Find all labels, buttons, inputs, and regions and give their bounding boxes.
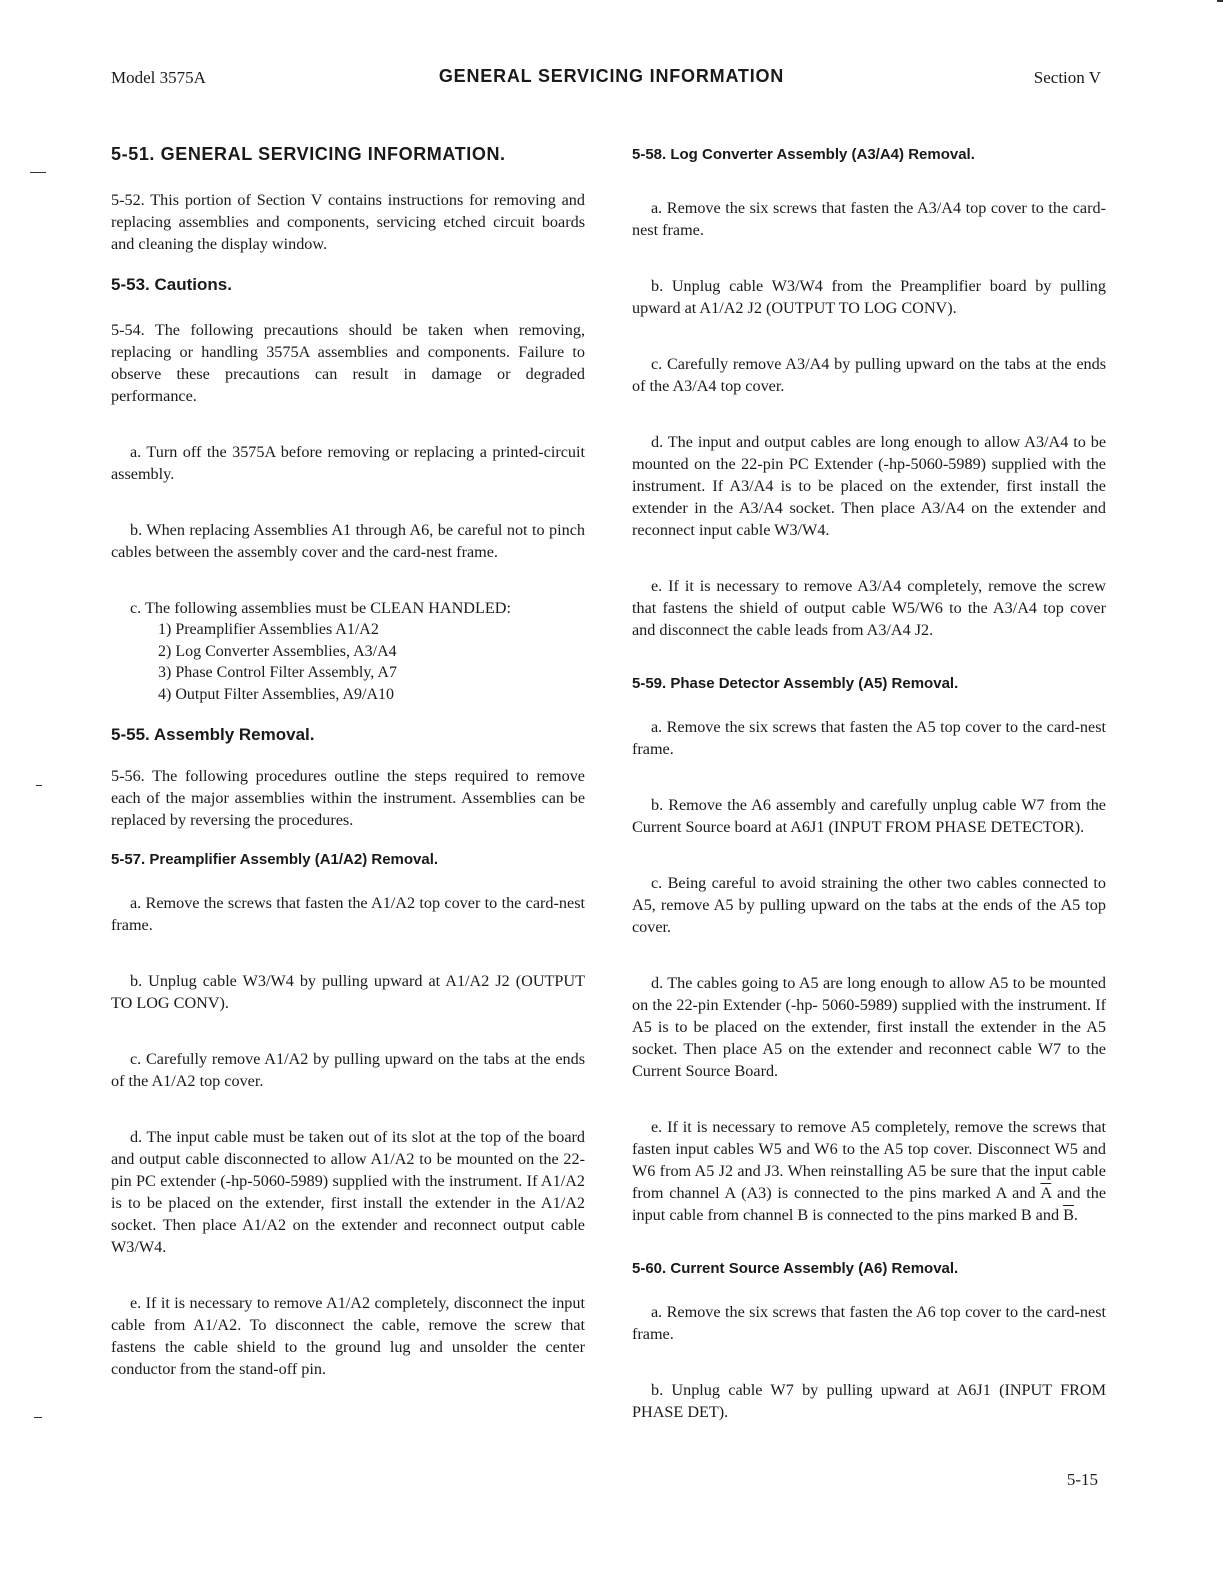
step-d: d. The cables going to A5 are long enough to allow A5 to be mounted on the 22-pin Extender (-hp- 5060-5989) supplied with the instrument. If A5 is to be placed on the extender, first install the extender in the A5 socket. Then place A5 on the extender and reconnect cable W7 to the Current Source Board. [632,974,1106,1080]
list-item: 4) Output Filter Assemblies, A9/A10 [158,685,394,703]
step-e-text: e. If it is necessary to remove A5 completely, remove the screws that fasten input cables W5 and W6 to the A5 top cover. Disconnect W5 and W6 from A5 J2 and J3. When reinstalling A5 be sure that the input cable from channel A (A3) is connected to the pins marked A and [632,1118,1106,1202]
left-column [111,140,585,1380]
list-item: 3) Phase Control Filter Assembly, A7 [158,664,397,681]
subsection-title: 5-60. Current Source Assembly (A6) Removal. [632,1260,959,1277]
header-title: GENERAL SERVICING INFORMATION [438,66,785,86]
paragraph: 5-52. This portion of Section V contains instructions for removing and replacing assemblies and components, servicing etched circuit boards and cleaning the display window. [111,191,585,253]
clean-handled-list [111,619,585,705]
scan-mark [1217,0,1223,2]
paragraph: 5-56. The following procedures outline the steps required to remove each of the major assemblies within the instrument. Assemblies can be replaced by reversing the procedures. [111,767,585,829]
step-b: b. Unplug cable W3/W4 from the Preamplifier board by pulling upward at A1/A2 J2 (OUTPUT TO LOG CONV). [632,277,1106,317]
page-number: 5-15 [1066,1470,1098,1489]
b-bar: $\overline{B}$ [1063,1206,1074,1224]
a-bar: $\overline{A}$ [1040,1184,1052,1202]
step-e-text: and the input cable from channel B is connected to the pins marked B and [632,1184,1106,1224]
step-a: a. Remove the six screws that fasten the A5 top cover to the card-nest frame. [632,718,1106,758]
step-b: b. Remove the A6 assembly and carefully unplug cable W7 from the Current Source board at A6J1 (INPUT FROM PHASE DETECTOR). [632,796,1106,836]
margin-mark [36,785,42,786]
paragraph: 5-54. The following precautions should be taken when removing, replacing or handling 3575A assemblies and components. Failure to observe these precautions can result in damage or degraded performance. [111,321,585,405]
subsection-title: 5-55. Assembly Removal. [111,725,315,744]
margin-mark [30,172,46,173]
step-e-text: . [1073,1206,1078,1224]
step-d: d. The input cable must be taken out of its slot at the top of the board and output cable disconnected to allow A1/A2 to be mounted on the 22-pin PC extender (-hp-5060-5989) supplied with the instrument. If A1/A2 is to be placed on the extender, first install the extender in the A1/A2 socket. Then place A1/A2 on the extender and reconnect output cable W3/W4. [111,1128,585,1256]
step-c: c. Carefully remove A3/A4 by pulling upward on the tabs at the ends of the A3/A4 top cover. [632,355,1106,395]
step-a: a. Turn off the 3575A before removing or replacing a printed-circuit assembly. [111,443,585,483]
step-e [632,1116,1106,1226]
section-title: 5-51. GENERAL SERVICING INFORMATION. [111,144,506,164]
list-item: 1) Preamplifier Assemblies A1/A2 [158,621,379,638]
margin-mark [34,1417,42,1418]
step-b: b. Unplug cable W7 by pulling upward at A6J1 (INPUT FROM PHASE DET). [632,1381,1106,1421]
subsection-title: 5-58. Log Converter Assembly (A3/A4) Removal. [632,146,975,163]
subsection-title: 5-59. Phase Detector Assembly (A5) Removal. [632,675,959,692]
step-c: c. Being careful to avoid straining the other two cables connected to A5, remove A5 by pulling upward on the tabs at the ends of the A5 top cover. [632,874,1106,936]
right-column [632,140,1106,1423]
step-c: c. Carefully remove A1/A2 by pulling upward on the tabs at the ends of the A1/A2 top cover. [111,1050,585,1090]
step-b: b. Unplug cable W3/W4 by pulling upward at A1/A2 J2 (OUTPUT TO LOG CONV). [111,972,585,1012]
step-a: a. Remove the six screws that fasten the A3/A4 top cover to the card-nest frame. [632,199,1106,239]
header-model: Model 3575A [111,68,206,87]
subsection-title: 5-57. Preamplifier Assembly (A1/A2) Removal. [111,851,439,868]
step-d: d. The input and output cables are long enough to allow A3/A4 to be mounted on the 22-pin PC Extender (-hp-5060-5989) supplied with the instrument. If A3/A4 is to be placed on the extender, first install the extender in the A3/A4 socket. Then place A3/A4 on the extender and reconnect input cable W3/W4. [632,433,1106,539]
step-a: a. Remove the screws that fasten the A1/A2 top cover to the card-nest frame. [111,894,585,934]
list-item: 2) Log Converter Assemblies, A3/A4 [158,642,397,660]
subsection-title: 5-53. Cautions. [111,275,232,294]
header-section: Section V [1033,68,1101,87]
step-c: c. The following assemblies must be CLEAN HANDLED: [130,599,511,617]
step-b: b. When replacing Assemblies A1 through A6, be careful not to pinch cables between the assembly cover and the card-nest frame. [111,521,585,561]
step-e: e. If it is necessary to remove A1/A2 completely, disconnect the input cable from A1/A2. To disconnect the cable, remove the screw that fastens the cable shield to the ground lug and unsolder the center conductor from the stand-off pin. [111,1294,585,1378]
step-e: e. If it is necessary to remove A3/A4 completely, remove the screw that fastens the shield of output cable W5/W6 to the A3/A4 top cover and disconnect the cable leads from A3/A4 J2. [632,577,1106,639]
step-a: a. Remove the six screws that fasten the A6 top cover to the card-nest frame. [632,1303,1106,1343]
